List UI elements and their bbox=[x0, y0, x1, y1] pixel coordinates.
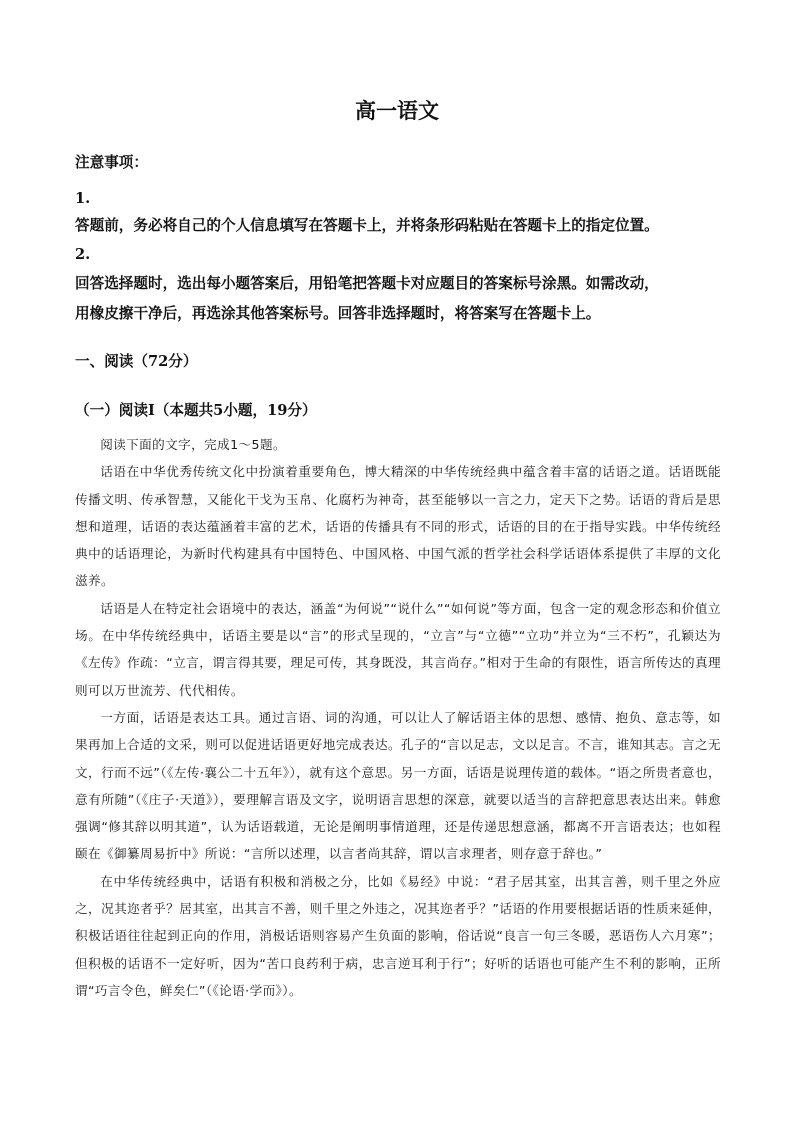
notes-heading: 注意事项： bbox=[75, 154, 148, 171]
reading-paragraph-1: 话语在中华优秀传统文化中扮演着重要角色，博大精深的中华传统经典中蕴含着丰富的话语之道。话语既能传播文明、传承智慧，又能化干戈为玉帛、化腐朽为神奇，甚至能够以一言之力，定天下之势。话语的背后是思想和道理，话语的表达蕴涵着丰富的艺术，话语的传播具有不同的形式，话语的目的在于指导实践。中华传统经典中的话语理论，为新时代构建具有中国特色、中国风格、中国气派的哲学社会科学话语体系提供了丰厚的文化滋养。 bbox=[75, 464, 721, 589]
notes-item-1-number: 1. bbox=[75, 190, 91, 207]
notes-item-2-number: 2. bbox=[75, 246, 91, 263]
notes-item-2-line-1: 回答选择题时，选出每小题答案后，用铅笔把答题卡对应题目的答案标号涂黑。如需改动， bbox=[75, 275, 659, 292]
reading-passage bbox=[75, 431, 721, 1004]
notes-item-2-line-2: 用橡皮擦干净后，再选涂其他答案标号。回答非选择题时，将答案写在答题卡上。 bbox=[75, 305, 601, 322]
reading-paragraph-4: 在中华传统经典中，话语有积极和消极之分，比如《易经》中说：“君子居其室，出其言善，则千里之外应之，况其迩者乎？居其室，出其言不善，则千里之外违之，况其迩者乎？”话语的作用要根据话语的性质来延伸，积极话语往往起到正向的作用，消极话语则容易产生负面的影响，俗话说“良言一句三冬暖，恶语伤人六月寒”；但积极的话语不一定好听，因为“苦口良药利于病，忠言逆耳利于行”；好听的话语也可能产生不利的影响，正所谓“巧言令色，鲜矣仁”（《论语·学而》）。 bbox=[75, 873, 721, 998]
subsection-heading: （一）阅读Ⅰ（本题共5小题，19分） bbox=[75, 402, 317, 419]
reading-instruction: 阅读下面的文字，完成1～5题。 bbox=[100, 437, 286, 452]
reading-paragraph-2: 话语是人在特定社会语境中的表达，涵盖“为何说”“说什么”“如何说”等方面，包含一定的观念形态和价值立场。在中华传统经典中，话语主要是以“言”的形式呈现的，“立言”与“立德”“立功”并立为“三不朽”，孔颖达为《左传》作疏：“立言，谓言得其要，理足可传，其身既没，其言尚存。”相对于生命的有限性，语言所传达的真理则可以万世流芳、代代相传。 bbox=[75, 600, 721, 698]
reading-paragraph-3: 一方面，话语是表达工具。通过言语、词的沟通，可以让人了解话语主体的思想、感情、抱负、意志等，如果再加上合适的文采，则可以促进话语更好地完成表达。孔子的“言以足志，文以足言。不言，谁知其志。言之无文，行而不远”（《左传·襄公二十五年》），就有这个意思。另一方面，话语是说理传道的载体。“语之所贵者意也，意有所随”（《庄子·天道》），要理解言语及文字，说明语言思想的深意，就要以适当的言辞把意思表达出来。韩愈强调“修其辞以明其道”，认为话语载道，无论是阐明事情道理，还是传递思想意涵，都离不开言语表达；也如程颐在《御纂周易折中》所说：“言所以述理，以言者尚其辞，谓以言求理者，则存意于辞也。” bbox=[75, 709, 721, 862]
section-heading: 一、阅读（72分） bbox=[75, 353, 198, 370]
document-title: 高一语文 bbox=[355, 98, 439, 123]
notes-item-1-text: 答题前，务必将自己的个人信息填写在答题卡上，并将条形码粘贴在答题卡上的指定位置。 bbox=[75, 217, 659, 234]
